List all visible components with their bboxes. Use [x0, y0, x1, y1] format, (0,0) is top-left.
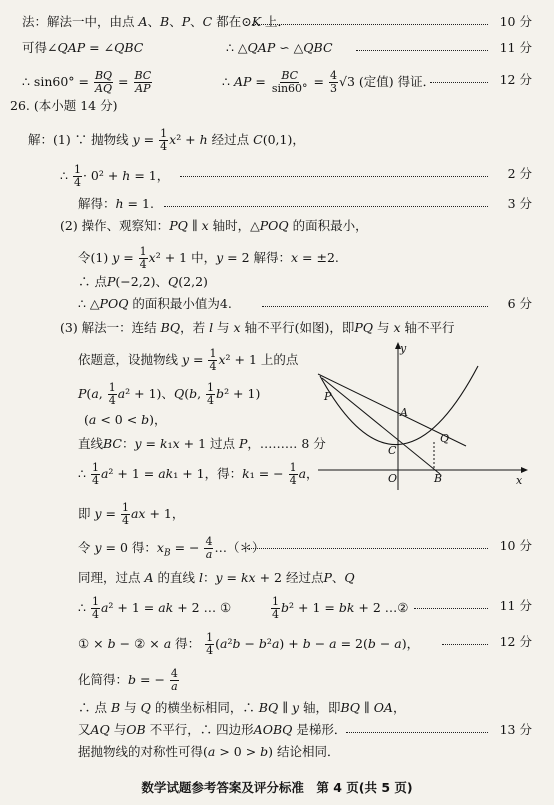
line-text: 法：解法一中，由点 A、B、P、C 都在⊙K 上． [22, 14, 291, 29]
line-text: (a < 0 < b)， [84, 412, 167, 427]
label-p: P [324, 390, 332, 403]
label-x: x [516, 474, 523, 487]
label-y: y [400, 342, 407, 355]
score-label: 13 分 [499, 722, 532, 737]
score-label: 10 分 [499, 538, 532, 553]
text-line [0, 66, 554, 94]
dot-leader [262, 306, 488, 307]
score-label: 12 分 [499, 72, 532, 87]
text-line [0, 628, 554, 656]
label-o: O [388, 472, 398, 485]
dot-leader [244, 548, 488, 549]
line-text: (2) 操作、观察知：PQ ∥ x 轴时，△POQ 的面积最小， [60, 218, 368, 233]
score-label: 10 分 [499, 14, 532, 29]
text-line [0, 664, 554, 692]
line-text: ∴ △QAP ∽ △QBC [226, 40, 333, 55]
line-text: 令(1) y = $\frac{1}{4}$ x² + 1 中，y = 2 解得：x = ±2. [78, 245, 339, 271]
line-text: ∴ $\frac{1}{4}$ a² + 1 = ak + 2 … ① [78, 595, 232, 621]
line-text: 据抛物线的对称性可得(a > 0 > b) 结论相同． [78, 744, 340, 759]
line-text: 即 y = $\frac{1}{4}$ ax + 1， [78, 501, 185, 527]
line-text: 同理，过点 A 的直线 l：y = kx + 2 经过点P、Q [78, 570, 355, 585]
text-line [0, 242, 554, 270]
line-text: ∴ AP = $\frac{BC}{\sin 60^\circ}$ = $\frac{4}{3}$ √3 (定值) 得证． [222, 69, 436, 95]
line-text: 又AQ 与OB 不平行，∴ 四边形AOBQ 是梯形． [78, 722, 347, 737]
dot-leader [442, 644, 488, 645]
line-text: 直线BC：y = k₁x + 1 过点 P，……… 8 分 [78, 436, 326, 451]
line-text: (3) 解法一：连结 BQ，若 l 与 x 轴不平行(如图)，即PQ 与 x 轴不平行 [60, 320, 455, 335]
line-text: ∴ △POQ 的面积最小值为4. [78, 296, 232, 311]
line-text: ① × b − ② × a 得： $\frac{1}{4}$ (a²b − b²a) + b − a = 2(b − a)， [78, 631, 420, 657]
text-line [0, 160, 554, 188]
dot-leader [164, 206, 488, 207]
line-text: $\frac{1}{4}$ b² + 1 = bk + 2 …② [272, 595, 409, 621]
score-label: 11 分 [499, 598, 532, 613]
dot-leader [346, 732, 488, 733]
line-text: ∴ sin60° = $\frac{BQ}{AQ}$ = $\frac{BC}{AP}$ [22, 69, 152, 95]
line-text: 令 y = 0 得：$x_B$ = − $\frac{4}{a}$ …（＊） [78, 535, 265, 561]
label-q: Q [440, 432, 450, 445]
line-text: 解得：h = 1. [78, 196, 154, 211]
line-text: 解：(1) ∵ 抛物线 y = $\frac{1}{4}$ x² + h 经过点 C(0,1)， [28, 127, 305, 153]
label-b: B [434, 472, 443, 485]
line-text: 可得∠QAP = ∠QBC [22, 40, 144, 55]
line-text: ∴ $\frac{1}{4}$ a² + 1 = ak₁ + 1，得：k₁ = − $\frac{1}{4}$ a， [78, 461, 319, 487]
line-text: ∴ 点P(−2,2)、Q(2,2) [78, 274, 208, 289]
problem-heading: 26. (本小题 14 分) [10, 98, 118, 113]
line-text: 依题意，设抛物线 y = $\frac{1}{4}$ x² + 1 上的点 [78, 347, 299, 373]
parabola-figure [308, 342, 528, 492]
text-line [0, 532, 554, 560]
score-label: 6 分 [507, 296, 532, 311]
score-label: 2 分 [507, 166, 532, 181]
text-line [0, 498, 554, 526]
label-a: A [400, 406, 408, 419]
dot-leader [414, 608, 488, 609]
page-footer: 数学试题参考答案及评分标准 第 4 页(共 5 页) [141, 780, 413, 795]
dot-leader [356, 50, 488, 51]
text-line [0, 592, 554, 620]
line-text: ∴ 点 B 与 Q 的横坐标相同，∴ BQ ∥ y 轴，即BQ ∥ OA， [78, 700, 406, 715]
line-bc [322, 378, 440, 474]
dot-leader [430, 82, 488, 83]
label-c: C [388, 444, 397, 457]
line-text: 化简得：b = − $\frac{4}{a}$ [78, 667, 178, 693]
score-label: 11 分 [499, 40, 532, 55]
line-text: ∴ $\frac{1}{4}$ · 0² + h = 1， [60, 163, 170, 189]
dot-leader [180, 176, 488, 177]
text-line [0, 124, 554, 152]
dot-leader [252, 24, 488, 25]
parabola-curve [320, 366, 478, 445]
x-axis-arrow [521, 467, 528, 473]
line-text: P(a, $\frac{1}{4}$ a² + 1)、Q(b, $\frac{1}{4}$ b² + 1) [78, 381, 261, 407]
score-label: 12 分 [499, 634, 532, 649]
score-label: 3 分 [507, 196, 532, 211]
